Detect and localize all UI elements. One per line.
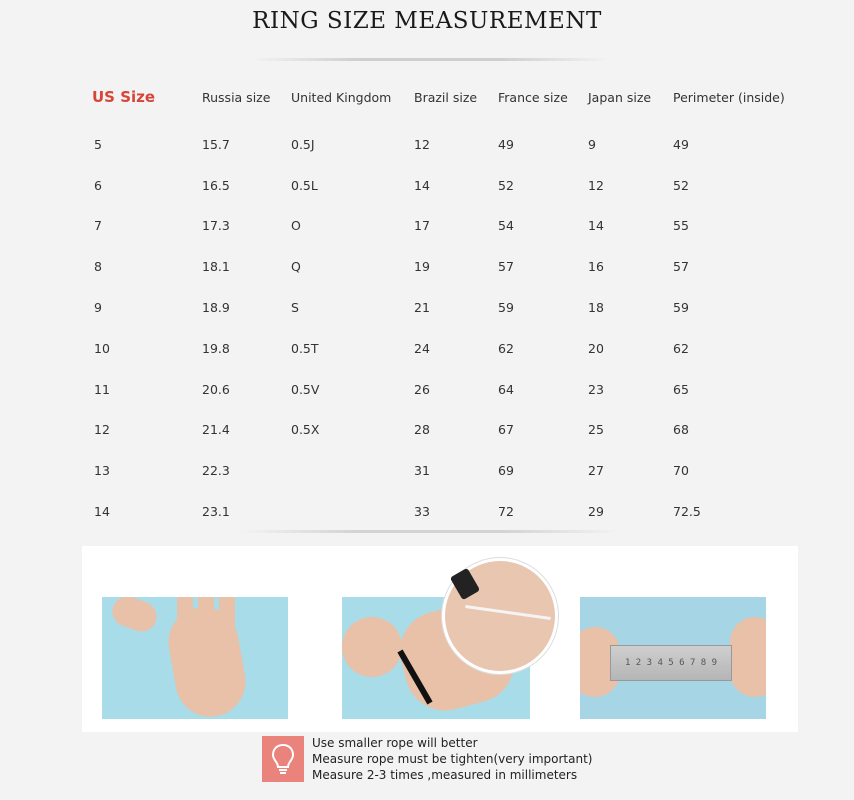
table-cell: 62	[498, 340, 514, 356]
table-cell: 57	[673, 259, 689, 275]
header-brazil-size: Brazil size	[414, 90, 478, 105]
table-cell: 0.5L	[291, 177, 318, 193]
measurement-tips	[262, 736, 662, 786]
table-body	[90, 127, 820, 535]
table-cell: 59	[673, 299, 689, 315]
table-cell: 72.5	[673, 503, 701, 519]
table-cell: 11	[94, 381, 110, 397]
table-cell: 0.5T	[291, 340, 319, 356]
table-cell: 18.1	[202, 259, 230, 275]
page-title: RING SIZE MEASUREMENT	[252, 8, 602, 34]
table-cell: 69	[498, 463, 514, 479]
table-row	[90, 453, 820, 494]
table-cell: 9	[94, 299, 102, 315]
table-cell: 67	[498, 422, 514, 438]
table-row	[90, 412, 820, 453]
table-cell: 21.4	[202, 422, 230, 438]
table-cell: 72	[498, 503, 514, 519]
table-cell: 33	[414, 503, 430, 519]
table-cell: 20	[588, 340, 604, 356]
ruler-marks: 1 2 3 4 5 6 7 8 9	[624, 658, 718, 668]
table-row	[90, 168, 820, 209]
table-row	[90, 290, 820, 331]
table-cell: 49	[673, 136, 689, 152]
table-cell: 15.7	[202, 136, 230, 152]
table-cell: 70	[673, 463, 689, 479]
table-cell: 17	[414, 218, 430, 234]
table-cell: 14	[588, 218, 604, 234]
table-cell: 24	[414, 340, 430, 356]
table-header-row	[90, 86, 820, 127]
table-cell: 55	[673, 218, 689, 234]
step2-zoom-detail	[442, 558, 558, 674]
table-cell: 49	[498, 136, 514, 152]
table-cell: 12	[94, 422, 110, 438]
table-cell: 28	[414, 422, 430, 438]
tip-text: Measure 2-3 times ,measured in millimeters	[312, 768, 578, 782]
header-uk-size: United Kingdom	[291, 90, 392, 105]
table-cell: 31	[414, 463, 430, 479]
table-row	[90, 494, 820, 535]
ruler-image	[610, 645, 732, 681]
header-russia-size: Russia size	[202, 90, 271, 105]
table-cell: 8	[94, 259, 102, 275]
table-row	[90, 208, 820, 249]
table-cell: 14	[414, 177, 430, 193]
table-cell: 62	[673, 340, 689, 356]
table-row	[90, 127, 820, 168]
table-cell: 12	[588, 177, 604, 193]
title-divider	[250, 58, 610, 61]
table-cell: 18.9	[202, 299, 230, 315]
table-cell: 14	[94, 503, 110, 519]
table-cell: 19.8	[202, 340, 230, 356]
table-cell: 0.5X	[291, 422, 320, 438]
table-cell: 18	[588, 299, 604, 315]
table-cell: 21	[414, 299, 430, 315]
table-cell: 26	[414, 381, 430, 397]
table-cell: 16	[588, 259, 604, 275]
table-cell: 52	[673, 177, 689, 193]
table-cell: 12	[414, 136, 430, 152]
lightbulb-icon	[262, 736, 304, 782]
table-cell: 19	[414, 259, 430, 275]
table-cell: 68	[673, 422, 689, 438]
table-cell: 7	[94, 218, 102, 234]
table-cell: 9	[588, 136, 596, 152]
table-cell: O	[291, 218, 301, 234]
table-row	[90, 249, 820, 290]
header-japan-size: Japan size	[588, 90, 652, 105]
header-us-size: US Size	[92, 88, 156, 106]
table-cell: 13	[94, 463, 110, 479]
table-cell: 0.5J	[291, 136, 315, 152]
table-cell: 16.5	[202, 177, 230, 193]
header-perimeter: Perimeter (inside)	[673, 90, 785, 105]
table-cell: 54	[498, 218, 514, 234]
ring-size-table	[90, 86, 820, 535]
table-divider	[240, 530, 620, 533]
table-row	[90, 331, 820, 372]
tip-text: Measure rope must be tighten(very important)	[312, 752, 593, 766]
header-france-size: France size	[498, 90, 568, 105]
table-cell: 23.1	[202, 503, 230, 519]
table-cell: Q	[291, 259, 301, 275]
table-cell: 65	[673, 381, 689, 397]
table-cell: 29	[588, 503, 604, 519]
tip-text: Use smaller rope will better	[312, 736, 478, 750]
table-cell: 25	[588, 422, 604, 438]
table-cell: 22.3	[202, 463, 230, 479]
table-cell: 23	[588, 381, 604, 397]
table-row	[90, 372, 820, 413]
step3-ruler-photo	[580, 597, 766, 719]
table-cell: 5	[94, 136, 102, 152]
table-cell: 20.6	[202, 381, 230, 397]
table-cell: 6	[94, 177, 102, 193]
table-cell: 57	[498, 259, 514, 275]
table-cell: 52	[498, 177, 514, 193]
table-cell: 10	[94, 340, 110, 356]
table-cell: 0.5V	[291, 381, 320, 397]
table-cell: 27	[588, 463, 604, 479]
step1-hand-photo	[102, 597, 288, 719]
table-cell: S	[291, 299, 299, 315]
table-cell: 64	[498, 381, 514, 397]
table-cell: 17.3	[202, 218, 230, 234]
table-cell: 59	[498, 299, 514, 315]
